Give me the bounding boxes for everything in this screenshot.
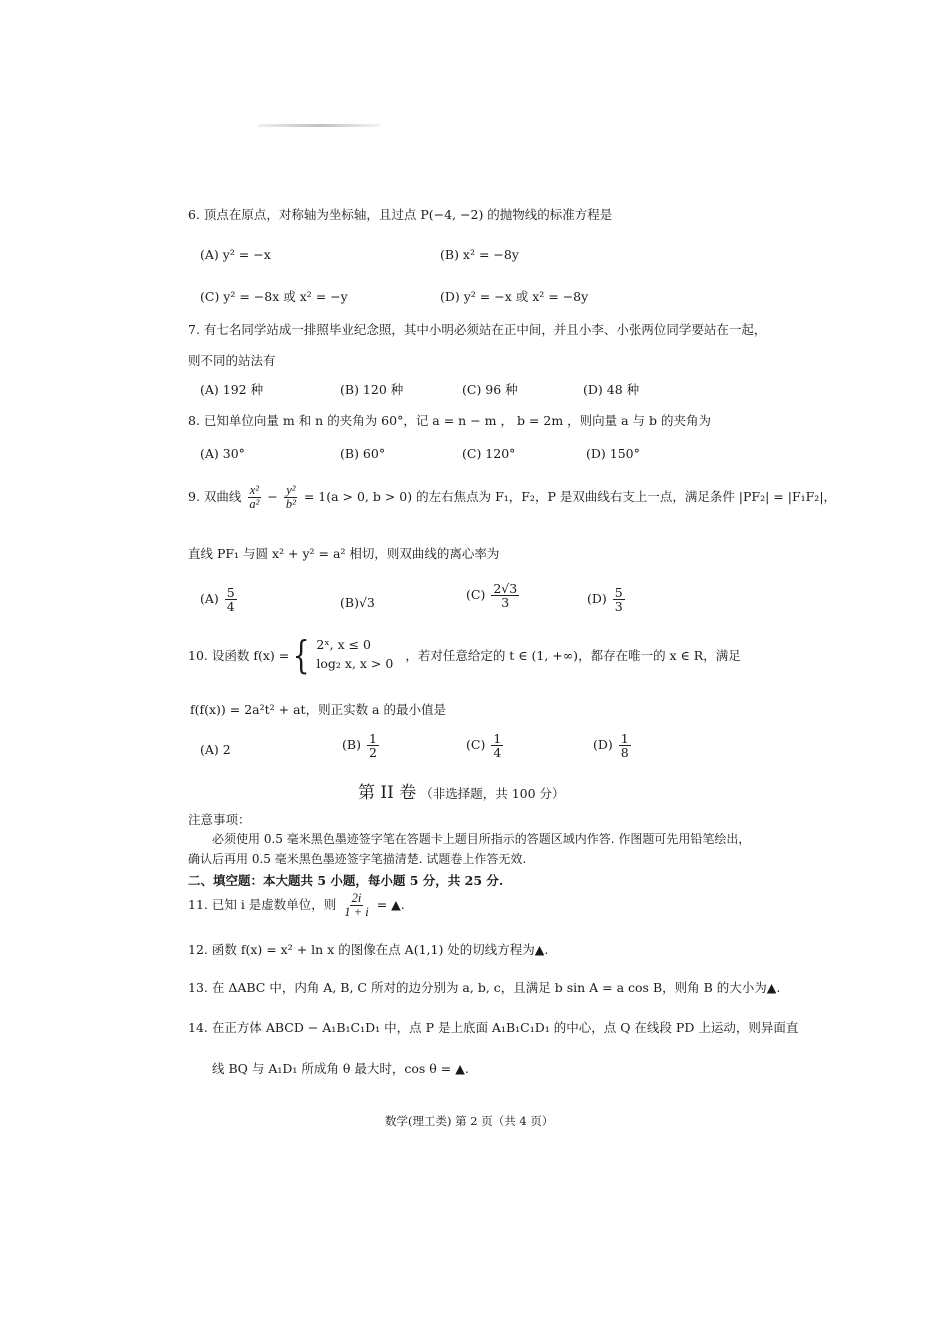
question-12: 12. 函数 f(x) = x² + ln x 的图像在点 A(1,1) 处的切线方程为▲. (188, 942, 549, 957)
q9-frac2-denominator: b² (285, 497, 296, 512)
q9-frac1-numerator: x² (249, 483, 260, 497)
q10-option-b-label: (B) (342, 737, 361, 753)
q9-option-a (200, 586, 239, 613)
q10-option-c (466, 732, 505, 759)
q6-option-c: (C) y² = −8x 或 x² = −y (200, 289, 348, 304)
question-11 (188, 892, 405, 919)
q11-numerator: 2i (351, 891, 362, 905)
q6-option-d: (D) y² = −x 或 x² = −8y (440, 289, 589, 304)
part-2-heading (358, 778, 565, 803)
q9-minus: − (267, 489, 278, 505)
question-10-stem-line2: f(f(x)) = 2a²t² + at，则正实数 a 的最小值是 (190, 702, 446, 717)
part-2-subtitle: （非选择题，共 100 分） (420, 786, 565, 801)
question-6-stem: 6. 顶点在原点，对称轴为坐标轴，且过点 P(−4, −2) 的抛物线的标准方程是 (188, 207, 613, 222)
q9-frac1-denominator: a² (249, 497, 260, 512)
q9-frac2-numerator: y² (286, 483, 296, 497)
q9-option-a-num: 5 (226, 585, 235, 600)
q10-option-d (593, 732, 633, 759)
q9-option-b: (B)√3 (340, 595, 375, 610)
question-13: 13. 在 ΔABC 中，内角 A, B, C 所对的边分别为 a, b, c，且满足 b sin A = a cos B，则角 B 的大小为▲. (188, 980, 781, 995)
page-footer: 数学(理工类) 第 2 页（共 4 页） (385, 1114, 554, 1128)
q11-fraction (342, 892, 370, 919)
question-9-stem-line1 (188, 484, 836, 511)
q10-option-c-num: 1 (493, 731, 502, 746)
q11-denominator: 1 + i (344, 905, 369, 920)
q9-option-c (466, 582, 521, 609)
q8-option-d: (D) 150° (586, 446, 640, 461)
q9-prefix: 9. 双曲线 (188, 489, 242, 505)
q9-option-c-den: 3 (501, 595, 510, 611)
q10-piecewise-cases (316, 636, 393, 674)
q9-option-d-fraction (613, 586, 625, 613)
q7-option-d: (D) 48 种 (583, 382, 640, 397)
q9-option-d (587, 586, 627, 613)
q10-rest: ，若对任意给定的 t ∈ (1, +∞)，都存在唯一的 x ∈ R，满足 (405, 648, 741, 663)
question-7-stem-line2: 则不同的站法有 (188, 353, 276, 368)
q10-option-b-fraction (367, 732, 379, 759)
scan-smudge (258, 124, 380, 127)
q10-option-d-fraction (619, 732, 631, 759)
q10-prefix: 10. 设函数 f(x) = (188, 648, 290, 663)
q7-option-a: (A) 192 种 (200, 382, 264, 397)
q8-option-b: (B) 60° (340, 446, 386, 461)
q10-option-c-den: 4 (493, 745, 502, 761)
notice-line-2: 确认后再用 0.5 毫米黑色墨迹签字笔描清楚. 试题卷上作答无效. (188, 852, 527, 866)
q10-option-b-num: 1 (368, 731, 377, 746)
question-10-stem-line1 (188, 633, 741, 677)
notice-line-1: 必须使用 0.5 毫米黑色墨迹签字笔在答题卡上题目所指示的答题区域内作答. 作图题可先用铅笔绘出， (212, 832, 751, 846)
q9-rest: = 1(a > 0, b > 0) 的左右焦点为 F₁，F₂，P 是双曲线右支上一点，满足条件 |PF₂| = |F₁F₂|， (303, 489, 837, 505)
q10-option-c-fraction (491, 732, 503, 759)
q6-option-b: (B) x² = −8y (440, 247, 519, 262)
q9-option-a-den: 4 (226, 599, 235, 615)
q10-option-d-label: (D) (593, 737, 613, 753)
q10-option-c-label: (C) (466, 737, 486, 753)
q9-option-c-num: 2√3 (493, 581, 518, 596)
question-14-line1: 14. 在正方体 ABCD − A₁B₁C₁D₁ 中，点 P 是上底面 A₁B₁C₁D₁ 的中心，点 Q 在线段 PD 上运动，则异面直 (188, 1020, 799, 1035)
q9-fraction-x (247, 484, 261, 511)
left-brace-icon: { (292, 633, 310, 677)
question-14-line2: 线 BQ 与 A₁D₁ 所成角 θ 最大时，cos θ = ▲. (212, 1061, 469, 1076)
q8-option-a: (A) 30° (200, 446, 245, 461)
q9-option-c-fraction (491, 582, 519, 609)
q9-option-a-fraction (225, 586, 237, 613)
q11-suffix: = ▲. (376, 897, 405, 913)
q9-option-d-num: 5 (614, 585, 623, 600)
q9-option-c-label: (C) (466, 587, 486, 603)
q10-option-a: (A) 2 (200, 742, 231, 757)
question-7-stem-line1: 7. 有七名同学站成一排照毕业纪念照，其中小明必须站在正中间，并且小李、小张两位同学要站在一起， (188, 322, 767, 337)
question-9-stem-line2: 直线 PF₁ 与圆 x² + y² = a² 相切，则双曲线的离心率为 (188, 546, 500, 561)
q10-case-2: log₂ x, x > 0 (316, 656, 394, 671)
q9-fraction-y (284, 484, 298, 511)
notice-label: 注意事项： (188, 812, 251, 827)
question-8-stem: 8. 已知单位向量 m 和 n 的夹角为 60°，记 a = n − m ， b = 2m ，则向量 a 与 b 的夹角为 (188, 413, 711, 428)
q6-option-a: (A) y² = −x (200, 247, 271, 262)
q9-option-a-label: (A) (200, 591, 219, 607)
part-2-title: 第 II 卷 (358, 783, 417, 803)
q9-option-d-den: 3 (614, 599, 623, 615)
q10-case-1: 2ˣ, x ≤ 0 (316, 637, 372, 653)
q10-option-b (342, 732, 381, 759)
q10-option-d-num: 1 (620, 731, 629, 746)
q7-option-c: (C) 96 种 (462, 382, 518, 397)
q8-option-c: (C) 120° (462, 446, 516, 461)
q10-option-b-den: 2 (368, 745, 377, 761)
fill-in-section-heading: 二、填空题：本大题共 5 小题，每小题 5 分，共 25 分. (188, 873, 504, 888)
q9-option-d-label: (D) (587, 591, 607, 607)
q10-option-d-den: 8 (620, 745, 629, 761)
q7-option-b: (B) 120 种 (340, 382, 404, 397)
q11-prefix: 11. 已知 i 是虚数单位，则 (188, 897, 337, 913)
